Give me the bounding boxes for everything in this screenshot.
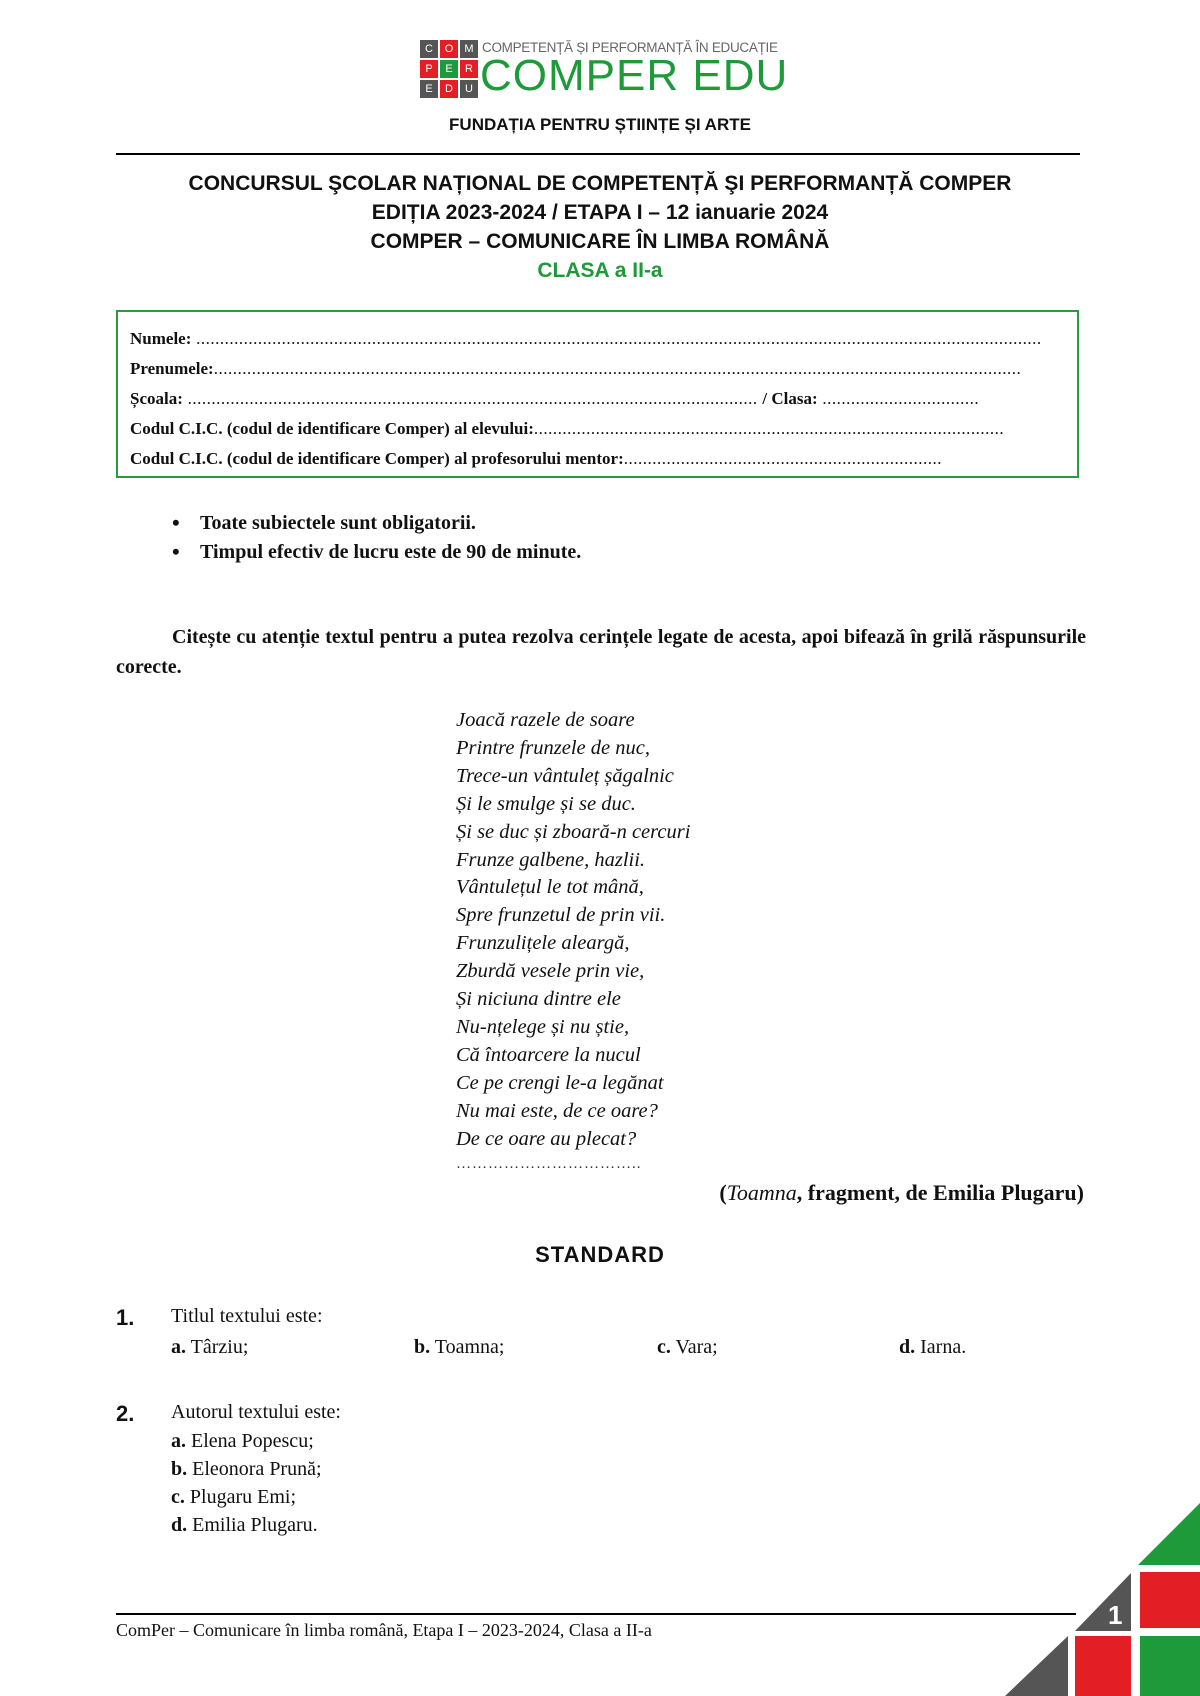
question-text: Autorul textului este:: [171, 1401, 341, 1423]
school-label: Școala:: [130, 389, 183, 408]
name-label: Numele:: [130, 329, 192, 348]
logo-tile: P: [420, 60, 438, 78]
answer-option[interactable]: [171, 1514, 318, 1537]
source-open: (: [719, 1180, 727, 1205]
answer-option[interactable]: [899, 1336, 966, 1359]
poem-line: Că întoarcere la nucul: [456, 1043, 641, 1066]
poem-line: Și niciuna dintre ele: [456, 988, 621, 1011]
option-text: Vara;: [675, 1336, 718, 1358]
question-text: Titlul textului este:: [171, 1305, 323, 1327]
option-text: Eleonora Prună;: [192, 1458, 322, 1480]
logo-tile: D: [440, 80, 458, 98]
student-code-field[interactable]: [130, 419, 1065, 439]
reading-instruction: Citește cu atenție textul pentru a putea rezolva cerințele legate de acesta, apoi bifează în grilă răspunsurile corecte.: [116, 626, 1086, 678]
option-letter: a.: [171, 1336, 186, 1358]
poem-line: Nu mai este, de ce oare?: [456, 1099, 658, 1122]
student-code-label: Codul C.I.C. (codul de identificare Comper) al elevului:: [130, 419, 534, 438]
option-text: Elena Popescu;: [191, 1430, 314, 1452]
section-title: STANDARD: [535, 1242, 665, 1267]
source-rest: , fragment, de Emilia Plugaru): [796, 1180, 1084, 1205]
poem-line: Vântulețul le tot mână,: [456, 876, 644, 899]
footer-divider: [116, 1613, 1076, 1615]
answer-option[interactable]: [414, 1336, 504, 1359]
option-text: Plugaru Emi;: [189, 1486, 296, 1508]
option-text: Emilia Plugaru.: [192, 1514, 318, 1536]
grade-line: CLASA a II-a: [537, 259, 663, 282]
dotted-fill: ...................................................................: [623, 449, 943, 468]
poem-line: Zburdă vesele prin vie,: [456, 960, 645, 983]
option-letter: b.: [171, 1458, 188, 1480]
answer-option[interactable]: [657, 1336, 718, 1359]
school-class-field[interactable]: [130, 389, 1065, 409]
option-text: Târziu;: [190, 1336, 249, 1358]
poem-line: Frunze galbene, hazlii.: [456, 848, 646, 871]
poem-ellipsis: ……………………………..: [456, 1156, 642, 1172]
source-title: Toamna: [726, 1180, 797, 1205]
option-letter: c.: [171, 1486, 185, 1508]
dotted-fill: ........................................................................................................................: [182, 389, 763, 408]
name-field[interactable]: [130, 329, 1065, 349]
foundation-name: FUNDAȚIA PENTRU ȘTIINȚE ȘI ARTE: [449, 115, 751, 134]
poem-line: De ce oare au plecat?: [456, 1127, 637, 1150]
poem-line: Și se duc și zboară-n cercuri: [456, 820, 691, 843]
logo-tile: O: [440, 40, 458, 58]
corner-red-square: [1140, 1572, 1200, 1628]
mentor-code-field[interactable]: [130, 449, 1065, 469]
logo-tile: C: [420, 40, 438, 58]
page-number: 1: [1108, 1600, 1123, 1630]
option-letter: d.: [171, 1514, 188, 1536]
logo-tile: R: [460, 60, 478, 78]
poem-line: Joacă razele de soare: [456, 709, 635, 731]
contest-title: CONCURSUL ŞCOLAR NAȚIONAL DE COMPETENȚĂ ŞI PERFORMANȚĂ COMPER: [188, 172, 1012, 195]
mentor-code-label: Codul C.I.C. (codul de identificare Comper) al profesorului mentor:: [130, 449, 624, 468]
student-info-box: [116, 310, 1079, 478]
class-label: / Clasa:: [762, 389, 818, 408]
poem-line: Trece-un vântuleț șăgalnic: [456, 764, 674, 787]
option-letter: b.: [414, 1336, 431, 1358]
corner-gray-triangle: [1005, 1636, 1068, 1696]
poem-source: [719, 1180, 1084, 1206]
edition-line: EDIȚIA 2023-2024 / ETAPA I – 12 ianuarie 2024: [371, 201, 829, 224]
question-number: 1.: [116, 1305, 135, 1330]
poem-line: Printre frunzele de nuc,: [456, 736, 650, 759]
corner-gray-triangle: [1075, 1573, 1131, 1631]
firstname-field[interactable]: [130, 359, 1065, 379]
poem-line: Spre frunzetul de prin vii.: [456, 904, 666, 927]
dotted-fill: .................................: [817, 389, 980, 408]
poem-line: Ce pe crengi le-a legănat: [456, 1071, 664, 1094]
answer-option[interactable]: [171, 1336, 248, 1359]
firstname-label: Prenumele:: [130, 359, 214, 378]
poem-line: Frunzulițele aleargă,: [456, 932, 630, 955]
logo-tagline: COMPETENȚĂ ȘI PERFORMANȚĂ ÎN EDUCAȚIE: [482, 40, 778, 55]
option-letter: c.: [657, 1336, 671, 1358]
corner-green-triangle: [1138, 1503, 1200, 1565]
answer-option[interactable]: [171, 1486, 296, 1509]
dotted-fill: ..................................................................................................................................................................................: [191, 329, 1042, 348]
poem-text: [456, 707, 690, 1154]
option-letter: d.: [899, 1336, 916, 1358]
corner-decoration: [1000, 1500, 1200, 1696]
subject-line: COMPER – COMUNICARE ÎN LIMBA ROMÂNĂ: [370, 230, 830, 253]
poem-line: Nu-nțelege și nu știe,: [456, 1015, 630, 1038]
dotted-fill: ..........................................................................................................................................................................: [213, 359, 1022, 378]
logo-tile: U: [460, 80, 478, 98]
corner-green-square: [1140, 1636, 1200, 1696]
poem-line: Și le smulge și se duc.: [456, 792, 636, 815]
footer-text: ComPer – Comunicare în limba română, Etapa I – 2023-2024, Clasa a II-a: [116, 1620, 652, 1640]
comper-edu-logo: [420, 38, 790, 100]
logo-wordmark: COMPER EDU: [480, 51, 789, 100]
answer-option[interactable]: [171, 1458, 322, 1481]
rule-item: • Timpul efectiv de lucru este de 90 de minute.: [168, 541, 581, 570]
logo-tile: M: [460, 40, 478, 58]
answer-option[interactable]: [171, 1430, 314, 1453]
option-letter: a.: [171, 1430, 186, 1452]
header-divider: [116, 153, 1080, 155]
dotted-fill: ...................................................................................................: [533, 419, 1005, 438]
exam-rules-list: [168, 512, 581, 570]
corner-red-square: [1075, 1636, 1131, 1696]
question-number: 2.: [116, 1401, 135, 1426]
option-text: Iarna.: [920, 1336, 967, 1358]
logo-tiles: [420, 40, 480, 98]
logo-tile: E: [440, 60, 458, 78]
logo-tile: E: [420, 80, 438, 98]
option-text: Toamna;: [434, 1336, 505, 1358]
rule-item: • Toate subiectele sunt obligatorii.: [168, 512, 581, 541]
